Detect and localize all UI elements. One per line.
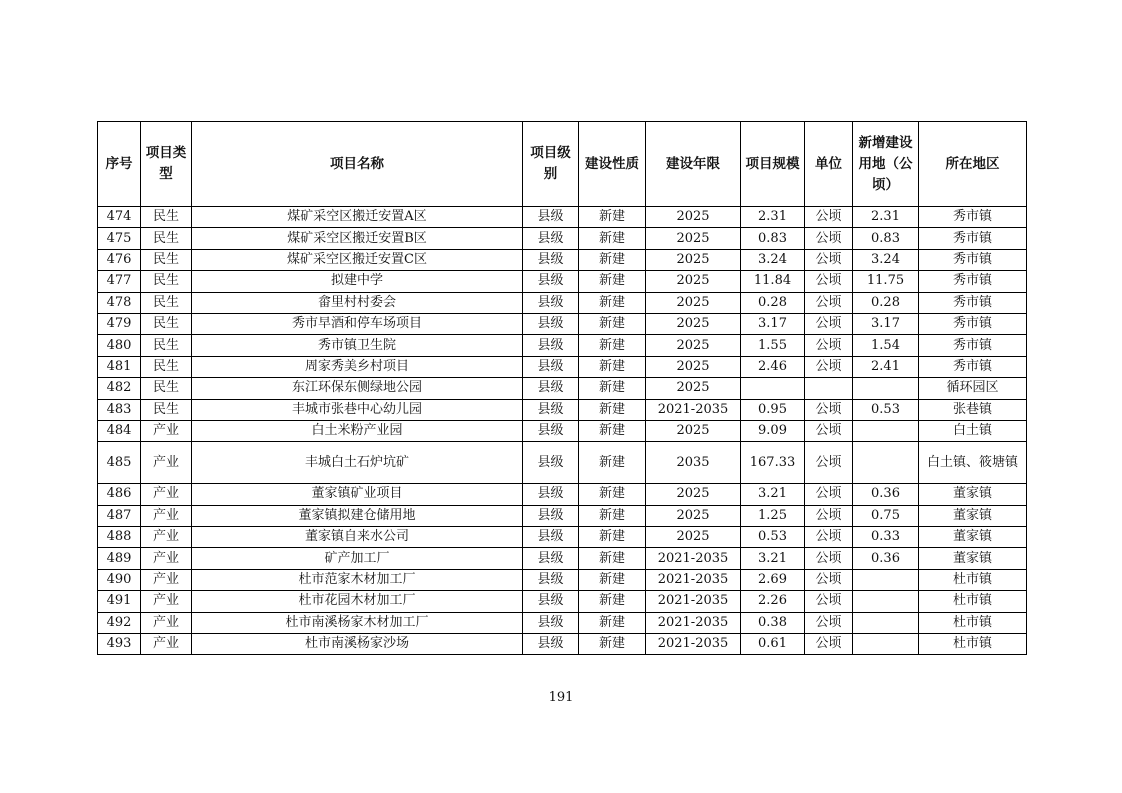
cell-nature: 新建: [579, 505, 646, 526]
cell-type: 民生: [141, 249, 192, 270]
page-number: 191: [548, 690, 574, 705]
cell-region: 董家镇: [919, 484, 1027, 505]
cell-unit: 公顷: [805, 335, 853, 356]
header-new-land: 新增建设用地（公顷）: [853, 122, 919, 207]
cell-unit: 公顷: [805, 356, 853, 377]
cell-nature: 新建: [579, 442, 646, 484]
cell-unit: 公顷: [805, 313, 853, 334]
cell-region: 秀市镇: [919, 249, 1027, 270]
cell-nature: 新建: [579, 271, 646, 292]
cell-nature: 新建: [579, 207, 646, 228]
cell-unit: 公顷: [805, 249, 853, 270]
cell-level: 县级: [523, 505, 579, 526]
cell-scale: 0.28: [741, 292, 805, 313]
cell-level: 县级: [523, 313, 579, 334]
cell-scale: 0.61: [741, 634, 805, 655]
cell-nature: 新建: [579, 378, 646, 399]
cell-seq: 480: [98, 335, 141, 356]
cell-scale: 2.46: [741, 356, 805, 377]
cell-unit: 公顷: [805, 271, 853, 292]
cell-level: 县级: [523, 442, 579, 484]
cell-nature: 新建: [579, 356, 646, 377]
cell-level: 县级: [523, 569, 579, 590]
cell-region: 杜市镇: [919, 591, 1027, 612]
cell-period: 2035: [646, 442, 741, 484]
cell-new-land: [853, 612, 919, 633]
cell-type: 产业: [141, 548, 192, 569]
table-row: [98, 335, 1027, 356]
table-row: [98, 399, 1027, 420]
cell-project-name: 拟建中学: [192, 271, 523, 292]
cell-new-land: [853, 634, 919, 655]
table-row: [98, 484, 1027, 505]
cell-project-name: 杜市花园木材加工厂: [192, 591, 523, 612]
cell-nature: 新建: [579, 249, 646, 270]
cell-period: 2025: [646, 313, 741, 334]
cell-period: 2025: [646, 207, 741, 228]
cell-level: 县级: [523, 612, 579, 633]
cell-unit: 公顷: [805, 634, 853, 655]
table-row: [98, 378, 1027, 399]
cell-new-land: 0.53: [853, 399, 919, 420]
cell-region: 董家镇: [919, 548, 1027, 569]
cell-level: 县级: [523, 356, 579, 377]
cell-type: 民生: [141, 378, 192, 399]
cell-nature: 新建: [579, 484, 646, 505]
cell-period: 2021-2035: [646, 548, 741, 569]
cell-new-land: 0.36: [853, 548, 919, 569]
cell-type: 民生: [141, 356, 192, 377]
cell-new-land: 0.33: [853, 527, 919, 548]
cell-period: 2021-2035: [646, 569, 741, 590]
cell-unit: 公顷: [805, 569, 853, 590]
cell-type: 民生: [141, 313, 192, 334]
cell-region: 杜市镇: [919, 612, 1027, 633]
cell-level: 县级: [523, 271, 579, 292]
cell-type: 产业: [141, 569, 192, 590]
cell-nature: 新建: [579, 548, 646, 569]
cell-nature: 新建: [579, 569, 646, 590]
cell-project-name: 煤矿采空区搬迁安置C区: [192, 249, 523, 270]
cell-new-land: 11.75: [853, 271, 919, 292]
cell-region: 杜市镇: [919, 569, 1027, 590]
cell-scale: [741, 378, 805, 399]
cell-seq: 487: [98, 505, 141, 526]
cell-seq: 486: [98, 484, 141, 505]
cell-period: 2025: [646, 228, 741, 249]
cell-level: 县级: [523, 207, 579, 228]
cell-seq: 488: [98, 527, 141, 548]
cell-seq: 481: [98, 356, 141, 377]
cell-new-land: 0.75: [853, 505, 919, 526]
cell-seq: 477: [98, 271, 141, 292]
cell-period: 2025: [646, 335, 741, 356]
cell-unit: 公顷: [805, 228, 853, 249]
cell-unit: 公顷: [805, 207, 853, 228]
cell-period: 2021-2035: [646, 399, 741, 420]
cell-unit: 公顷: [805, 420, 853, 441]
cell-seq: 483: [98, 399, 141, 420]
cell-type: 产业: [141, 527, 192, 548]
header-period: 建设年限: [646, 122, 741, 207]
cell-seq: 476: [98, 249, 141, 270]
cell-unit: 公顷: [805, 484, 853, 505]
cell-seq: 478: [98, 292, 141, 313]
cell-seq: 493: [98, 634, 141, 655]
cell-scale: 2.26: [741, 591, 805, 612]
cell-new-land: 0.28: [853, 292, 919, 313]
cell-level: 县级: [523, 228, 579, 249]
table-row: [98, 271, 1027, 292]
cell-unit: 公顷: [805, 505, 853, 526]
cell-new-land: [853, 378, 919, 399]
cell-region: 秀市镇: [919, 228, 1027, 249]
header-seq: 序号: [98, 122, 141, 207]
header-unit: 单位: [805, 122, 853, 207]
cell-new-land: [853, 591, 919, 612]
table-row: [98, 420, 1027, 441]
cell-type: 产业: [141, 484, 192, 505]
cell-period: 2025: [646, 505, 741, 526]
cell-period: 2025: [646, 527, 741, 548]
cell-type: 产业: [141, 505, 192, 526]
cell-scale: 1.55: [741, 335, 805, 356]
cell-seq: 474: [98, 207, 141, 228]
cell-region: 白土镇: [919, 420, 1027, 441]
cell-nature: 新建: [579, 313, 646, 334]
cell-seq: 491: [98, 591, 141, 612]
cell-region: 白土镇、筱塘镇: [919, 442, 1027, 484]
cell-unit: 公顷: [805, 591, 853, 612]
table-row: [98, 634, 1027, 655]
cell-scale: 0.53: [741, 527, 805, 548]
cell-scale: 167.33: [741, 442, 805, 484]
cell-project-name: 丰城市张巷中心幼儿园: [192, 399, 523, 420]
cell-scale: 2.69: [741, 569, 805, 590]
cell-nature: 新建: [579, 591, 646, 612]
cell-seq: 490: [98, 569, 141, 590]
cell-project-name: 杜市范家木材加工厂: [192, 569, 523, 590]
cell-unit: [805, 378, 853, 399]
cell-seq: 479: [98, 313, 141, 334]
cell-new-land: [853, 420, 919, 441]
cell-seq: 492: [98, 612, 141, 633]
cell-type: 产业: [141, 420, 192, 441]
cell-type: 民生: [141, 335, 192, 356]
cell-project-name: 矿产加工厂: [192, 548, 523, 569]
cell-new-land: 1.54: [853, 335, 919, 356]
cell-region: 循环园区: [919, 378, 1027, 399]
cell-period: 2025: [646, 378, 741, 399]
cell-project-name: 杜市南溪杨家沙场: [192, 634, 523, 655]
cell-scale: 0.38: [741, 612, 805, 633]
cell-level: 县级: [523, 591, 579, 612]
cell-scale: 3.21: [741, 548, 805, 569]
cell-nature: 新建: [579, 228, 646, 249]
table-row: [98, 569, 1027, 590]
cell-seq: 484: [98, 420, 141, 441]
table-row: [98, 442, 1027, 484]
cell-region: 董家镇: [919, 505, 1027, 526]
cell-new-land: 0.36: [853, 484, 919, 505]
table-row: [98, 356, 1027, 377]
cell-project-name: 董家镇拟建仓储用地: [192, 505, 523, 526]
cell-level: 县级: [523, 335, 579, 356]
table-row: [98, 591, 1027, 612]
cell-period: 2025: [646, 420, 741, 441]
cell-project-name: 白土米粉产业园: [192, 420, 523, 441]
cell-new-land: [853, 569, 919, 590]
cell-region: 秀市镇: [919, 313, 1027, 334]
cell-seq: 475: [98, 228, 141, 249]
header-region: 所在地区: [919, 122, 1027, 207]
table-row: [98, 313, 1027, 334]
cell-scale: 3.17: [741, 313, 805, 334]
cell-level: 县级: [523, 399, 579, 420]
cell-region: 秀市镇: [919, 292, 1027, 313]
cell-new-land: 2.41: [853, 356, 919, 377]
cell-project-name: 煤矿采空区搬迁安置A区: [192, 207, 523, 228]
cell-type: 产业: [141, 442, 192, 484]
cell-project-name: 秀市镇卫生院: [192, 335, 523, 356]
cell-project-name: 董家镇矿业项目: [192, 484, 523, 505]
cell-type: 产业: [141, 612, 192, 633]
cell-project-name: 董家镇自来水公司: [192, 527, 523, 548]
cell-type: 产业: [141, 591, 192, 612]
cell-type: 民生: [141, 207, 192, 228]
cell-project-name: 丰城白土石炉坑矿: [192, 442, 523, 484]
cell-level: 县级: [523, 249, 579, 270]
cell-new-land: 2.31: [853, 207, 919, 228]
cell-seq: 485: [98, 442, 141, 484]
cell-type: 民生: [141, 228, 192, 249]
header-nature: 建设性质: [579, 122, 646, 207]
cell-nature: 新建: [579, 527, 646, 548]
cell-period: 2021-2035: [646, 612, 741, 633]
cell-region: 董家镇: [919, 527, 1027, 548]
cell-level: 县级: [523, 484, 579, 505]
table-row: [98, 207, 1027, 228]
table-row: [98, 612, 1027, 633]
cell-period: 2025: [646, 356, 741, 377]
cell-project-name: 杜市南溪杨家木材加工厂: [192, 612, 523, 633]
cell-project-name: 秀市早酒和停车场项目: [192, 313, 523, 334]
cell-level: 县级: [523, 548, 579, 569]
cell-period: 2025: [646, 271, 741, 292]
cell-type: 民生: [141, 292, 192, 313]
header-scale: 项目规模: [741, 122, 805, 207]
cell-project-name: 畲里村村委会: [192, 292, 523, 313]
cell-new-land: 3.24: [853, 249, 919, 270]
header-name: 项目名称: [192, 122, 523, 207]
table-row: [98, 228, 1027, 249]
cell-scale: 11.84: [741, 271, 805, 292]
cell-region: 张巷镇: [919, 399, 1027, 420]
header-level: 项目级别: [523, 122, 579, 207]
cell-nature: 新建: [579, 634, 646, 655]
cell-type: 民生: [141, 271, 192, 292]
cell-type: 产业: [141, 634, 192, 655]
cell-region: 秀市镇: [919, 271, 1027, 292]
cell-period: 2025: [646, 484, 741, 505]
cell-region: 杜市镇: [919, 634, 1027, 655]
table-row: [98, 548, 1027, 569]
cell-nature: 新建: [579, 292, 646, 313]
cell-level: 县级: [523, 420, 579, 441]
header-type: 项目类型: [141, 122, 192, 207]
cell-region: 秀市镇: [919, 356, 1027, 377]
cell-unit: 公顷: [805, 527, 853, 548]
cell-scale: 1.25: [741, 505, 805, 526]
cell-period: 2021-2035: [646, 634, 741, 655]
cell-new-land: 0.83: [853, 228, 919, 249]
cell-new-land: 3.17: [853, 313, 919, 334]
cell-scale: 3.24: [741, 249, 805, 270]
cell-project-name: 煤矿采空区搬迁安置B区: [192, 228, 523, 249]
cell-nature: 新建: [579, 420, 646, 441]
cell-level: 县级: [523, 378, 579, 399]
cell-new-land: [853, 442, 919, 484]
cell-unit: 公顷: [805, 442, 853, 484]
cell-seq: 489: [98, 548, 141, 569]
cell-seq: 482: [98, 378, 141, 399]
cell-nature: 新建: [579, 335, 646, 356]
cell-period: 2025: [646, 249, 741, 270]
cell-unit: 公顷: [805, 612, 853, 633]
cell-scale: 3.21: [741, 484, 805, 505]
project-table: [97, 121, 1027, 655]
cell-unit: 公顷: [805, 292, 853, 313]
cell-level: 县级: [523, 292, 579, 313]
cell-region: 秀市镇: [919, 335, 1027, 356]
cell-project-name: 东江环保东侧绿地公园: [192, 378, 523, 399]
table-row: [98, 249, 1027, 270]
table-header-row: [98, 122, 1027, 207]
cell-unit: 公顷: [805, 548, 853, 569]
cell-level: 县级: [523, 634, 579, 655]
cell-level: 县级: [523, 527, 579, 548]
cell-type: 民生: [141, 399, 192, 420]
cell-scale: 9.09: [741, 420, 805, 441]
table-row: [98, 292, 1027, 313]
cell-unit: 公顷: [805, 399, 853, 420]
cell-scale: 0.95: [741, 399, 805, 420]
cell-scale: 2.31: [741, 207, 805, 228]
cell-nature: 新建: [579, 399, 646, 420]
table-body: [98, 207, 1027, 655]
cell-period: 2025: [646, 292, 741, 313]
cell-scale: 0.83: [741, 228, 805, 249]
cell-nature: 新建: [579, 612, 646, 633]
cell-region: 秀市镇: [919, 207, 1027, 228]
cell-period: 2021-2035: [646, 591, 741, 612]
table-row: [98, 505, 1027, 526]
table-row: [98, 527, 1027, 548]
cell-project-name: 周家秀美乡村项目: [192, 356, 523, 377]
